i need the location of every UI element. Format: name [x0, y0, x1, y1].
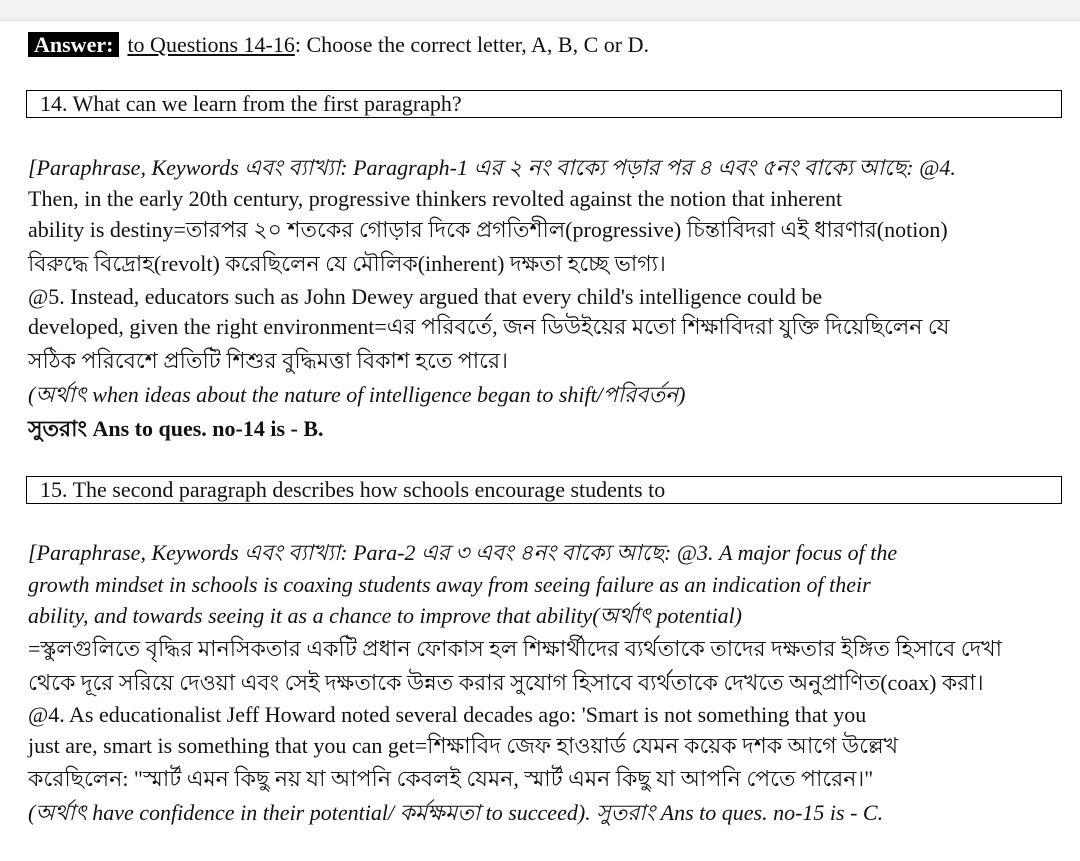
q14-line-3: ability is destiny=তারপর ২০ শতকের গোড়ার দিকে প্রগতিশীল(progressive) চিন্তাবিদরা এই ধারণার(notion) [28, 217, 948, 242]
q14-line-5: @5. Instead, educators such as John Dewey argued that every child's intelligence could be [28, 284, 823, 309]
q15-line-4: =স্কুলগুলিতে বৃদ্ধির মানসিকতার একটি প্রধান ফোকাস হল শিক্ষার্থীদের ব্যর্থতাকে তাদের দক্ষতার ইঙ্গিত হিসাবে দেখা [28, 636, 1003, 661]
q14-line-8: (অর্থাৎ when ideas about the nature of intelligence began to shift/পরিবর্তন) [28, 382, 686, 407]
question-14-text: 14. What can we learn from the first paragraph? [40, 91, 462, 116]
q15-line-5: থেকে দূরে সরিয়ে দেওয়া এবং সেই দক্ষতাকে উন্নত করার সুযোগ হিসাবে ব্যর্থতাকে দেখতে অনুপ্রাণিত(coax) করা। [28, 670, 984, 695]
q14-line-2: Then, in the early 20th century, progressive thinkers revolted against the notion that inherent [28, 186, 843, 211]
q15-line-6: @4. As educationalist Jeff Howard noted several decades ago: 'Smart is not something that you [28, 702, 867, 727]
q14-line-7: সঠিক পরিবেশে প্রতিটি শিশুর বুদ্ধিমত্তা বিকাশ হতে পারে। [28, 348, 508, 373]
questions-link[interactable]: to Questions 14-16 [127, 32, 295, 57]
q15-line-8: করেছিলেন: "স্মার্ট এমন কিছু নয় যা আপনি কেবলই যেমন, স্মার্ট এমন কিছু যা আপনি পেতে পারেন।" [28, 766, 874, 791]
answer-label: Answer: [28, 32, 119, 57]
q15-line-3: ability, and towards seeing it as a chance to improve that ability(অর্থাৎ potential) [28, 603, 743, 628]
q14-line-6: developed, given the right environment=এর পরিবর্তে, জন ডিউইয়ের মতো শিক্ষাবিদরা যুক্তি দিয়েছিলেন যে [28, 314, 950, 339]
answer-header [28, 32, 649, 58]
q14-answer: সুতরাং Ans to ques. no-14 is - B. [28, 416, 324, 441]
q15-answer: (অর্থাৎ have confidence in their potential/ কর্মক্ষমতা to succeed). সুতরাং Ans to ques. no-15 is - C. [28, 800, 884, 825]
top-bar [0, 0, 1080, 21]
q15-line-2: growth mindset in schools is coaxing students away from seeing failure as an indication of their [28, 572, 871, 597]
q14-line-4: বিরুদ্ধে বিদ্রোহ(revolt) করেছিলেন যে মৌলিক(inherent) দক্ষতা হচ্ছে ভাগ্য। [28, 251, 666, 276]
instruction-text: : Choose the correct letter, A, B, C or D. [294, 32, 649, 57]
question-15-text: 15. The second paragraph describes how schools encourage students to [40, 477, 666, 502]
q15-line-7: just are, smart is something that you can get=শিক্ষাবিদ জেফ হাওয়ার্ড যেমন কয়েক দশক আগে উল্লেখ [28, 733, 899, 758]
q15-line-1: [Paraphrase, Keywords এবং ব্যাখ্যা: Para-2 এর ৩ এবং ৪নং বাক্যে আছে: @3. A major focus of the [28, 540, 898, 565]
q14-line-1: [Paraphrase, Keywords এবং ব্যাখ্যা: Paragraph-1 এর ২ নং বাক্যে পড়ার পর ৪ এবং ৫নং বাক্যে আছে: @4. [28, 155, 956, 180]
